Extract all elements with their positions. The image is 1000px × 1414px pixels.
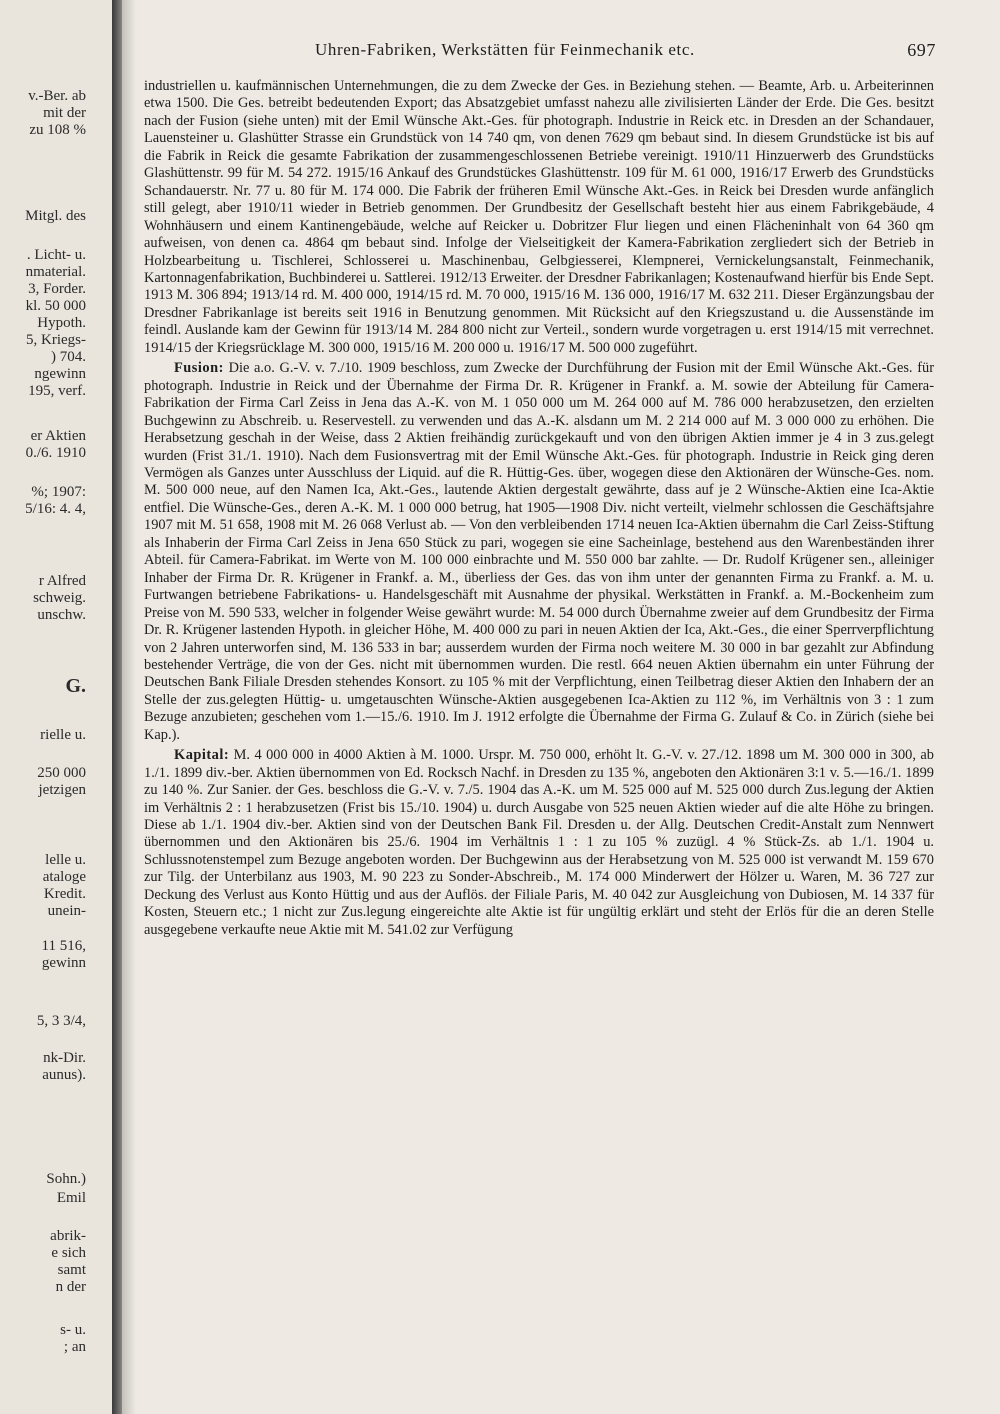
- book-gutter: [112, 0, 122, 1414]
- header-title: Uhren-Fabriken, Werkstätten für Feinmechanik etc.: [315, 40, 695, 59]
- facing-page-fragment: . Licht- u.: [26, 247, 86, 263]
- facing-page-fragment: er Aktien: [30, 428, 86, 444]
- section-lead-fusion: Fusion:: [174, 360, 224, 377]
- facing-page-fragment: mit der: [43, 105, 86, 121]
- facing-page-fragment: ; an: [63, 1339, 86, 1355]
- facing-page-fragment: 0./6. 1910: [25, 445, 86, 461]
- facing-page-fragment: G.: [65, 675, 86, 697]
- facing-page-fragment: rielle u.: [40, 727, 86, 743]
- facing-page-fragment: ) 704.: [51, 349, 86, 365]
- facing-page-fragment: r Alfred: [38, 573, 86, 589]
- facing-page-fragment: ngewinn: [34, 366, 86, 382]
- facing-page-fragment: 11 516,: [41, 938, 86, 954]
- paragraph-text: Die a.o. G.-V. v. 7./10. 1909 beschloss, zum Zwecke der Durchführung der Fusion mit der Emil Wünsche Akt.-Ges. für photograph. Industrie in Reick und der Übernahme der Firma Dr. R. Krügener in Frankf. a. M. sowie der Abteilung für Camera-Fabrikation der Firma Carl Zeiss in Jena das A.-K. von M. 1 050 000 um M. 264 000 auf M. 786 000 herabzusetzen, den erzielten Buchgewinn zu Abschreib. u. Reservestell. zu verwenden und das A.-K. alsdann um M. 2 214 000 auf M. 3 000 000 zu erhöhen. Die Herabsetzung geschah in der Weise, dass 2 Aktien freihändig zurückgekauft und von den übrigen Aktien immer je 4 in 3 zus.gelegt wurden (Frist 31./1. 1910). Nach dem Fusionsvertrag mit der Emil Wünsche Akt.-Ges. für photograph. Industrie in Reick ging deren Vermögen als Ganzes unter Ausschluss der Liquid. auf die R. Hüttig-Ges. über, wogegen diese den Aktionären der Wünsche-Ges. nom. M. 500 000 neue, auf den Namen Ica, Akt.-Ges., lautende Aktien dergestalt gewährte, dass auf je 2 Wünsche-Aktien eine Ica-Aktie entfiel. Die Wünsche-Ges., deren A.-K. M. 1 000 000 betrug, hat 1905—1908 Div. nicht verteilt, vielmehr schlossen die Geschäftsjahre 1907 mit M. 51 658, 1908 mit M. 26 068 Verlust ab. — Von den verbleibenden 1714 neuen Ica-Aktien übernahm die Carl Zeiss-Stiftung als Inhaberin der Firma Carl Zeiss in Jena 650 Stück zu pari, wogegen sie eine Sacheinlage, bestehend aus den Warenbeständen ihrer Abteil. für Camera-Fabrikat. im Werte von M. 100 000 einbrachte und M. 550 000 bar zahlte. — Dr. Rudolf Krügener sen., alleiniger Inhaber der Firma Dr. R. Krügener in Frankf. a. M., überliess der Ges. das von ihm unter der genannten Firma zu Frankf. a. M. u. Furtwangen betriebene Fabrikations- u. Handelsgeschäft mit Ausnahme der physikal. Werkstätten in Frankf. a. M.-Bockenheim zum Preise von M. 590 533, welcher in folgender Weise gewährt wurde: M. 54 000 durch Übernahme zweier auf dem Grundbesitz der Firma Dr. R. Krügener lastenden Hypoth. in gleicher Höhe, M. 400 000 zu pari in neuen Aktien der Ica, Akt.-Ges., die einer Sperrverpflichtung von 2 Jahren unterworfen sind, M. 136 533 in bar; ausserdem wurden der Firma noch weitere M. 30 000 in bar gezahlt zur Abfindung bestehender Verträge, die von der Ges. nicht mit übernommen wurden. Die restl. 664 neuen Aktien übernahm ein unter Führung der Deutschen Bank Filiale Dresden stehendes Konsort. zu 105 % mit der Verpflichtung, einen Teilbetrag dieser Aktien den Inhabern der an Stelle der zus.gelegten Hüttig- u. umgetauschten Wünsche-Aktien ausgegebenen Ica-Aktien zu 112 %, im Verhältnis von 3 : 1 zum Bezuge anzubieten; geschehen vom 1.—15./6. 1910. Im J. 1912 erfolgte die Übernahme der Firma G. Zulauf & Co. in Zürich (siehe bei Kap.).: [144, 360, 934, 743]
- facing-page-fragment: Hypoth.: [37, 315, 86, 331]
- facing-page-fragment: unein-: [47, 903, 86, 919]
- facing-page-fragment: jetzigen: [38, 782, 86, 798]
- facing-page-fragment: abrik-: [50, 1228, 86, 1244]
- facing-page-fragment: n der: [55, 1279, 86, 1295]
- facing-page-fragment: %; 1907:: [31, 484, 86, 500]
- gutter-shadow: [122, 0, 136, 1414]
- facing-page-edge: [0, 0, 112, 1414]
- facing-page-fragment: 195, verf.: [28, 383, 86, 399]
- facing-page-fragment: e sich: [51, 1245, 86, 1261]
- facing-page-fragment: kl. 50 000: [25, 298, 86, 314]
- facing-page-fragment: Sohn.): [46, 1171, 86, 1187]
- facing-page-fragment: 3, Forder.: [28, 281, 86, 297]
- facing-page-fragment: aunus).: [42, 1067, 86, 1083]
- page-number: 697: [907, 40, 936, 60]
- facing-page-fragment: unschw.: [37, 607, 86, 623]
- facing-page-fragment: 5, Kriegs-: [26, 332, 86, 348]
- facing-page-fragment: nk-Dir.: [43, 1050, 86, 1066]
- facing-page-fragment: s- u.: [60, 1322, 86, 1338]
- facing-page-fragment: Emil: [56, 1190, 86, 1206]
- paragraph-fusion: [144, 360, 934, 744]
- facing-page-fragment: schweig.: [33, 590, 86, 606]
- main-text-column: [144, 78, 934, 939]
- facing-page-fragment: ataloge: [42, 869, 86, 885]
- facing-page-fragment: gewinn: [41, 955, 86, 971]
- section-lead-kapital: Kapital:: [174, 747, 230, 764]
- facing-page-fragment: Kredit.: [43, 886, 86, 902]
- paragraph-text: industriellen u. kaufmännischen Unternehmungen, die zu dem Zwecke der Ges. in Beziehung stehen. — Beamte, Arb. u. Arbeiterinnen etwa 1500. Die Ges. betreibt bedeutenden Export; das Absatzgebiet umfasst nahezu alle zivilisierten Länder der Erde. Die Ges. besitzt nach der Fusion (siehe unten) mit der Emil Wünsche Akt.-Ges. für photograph. Industrie in Reick etc. in Dresden an der Schandauer, Lauensteiner u. Glashütter Strasse ein Grundstück von 14 740 qm, von denen 7629 qm bebaut sind. In diesem Grundstücke ist bis auf die Fabrik in Reick die gesamte Fabrikation der zusammengeschlossenen Betriebe vereinigt. 1910/11 Hinzuerwerb des Grundstücks Glashüttenstr. 99 für M. 54 272. 1915/16 Ankauf des Grundstückes Glashüttenstr. 109 für M. 61 000, 1916/17 Erwerb des Grundstücks Schandauerstr. Nr. 77 u. 80 für M. 174 000. Die Fabrik der früheren Emil Wünsche Akt.-Ges. in Reick bei Dresden wurde anfänglich still gelegt, aber 1910/11 wieder in Betrieb genommen. Der Grundbesitz der Gesellschaft besteht hier aus einem Fabrikgebäude, 4 Wohnhäusern und einem Kantinengebäude, welche auf Reicker u. Dobritzer Flur liegen und einen Flächeninhalt von 64 360 qm aufweisen, von denen ca. 4864 qm bebaut sind. Infolge der Vielseitigkeit der Kamera-Fabrikation zergliedert sich der Betrieb in Holzbearbeitung u. Tischlerei, Schlosserei u. Maschinenbau, Gelbgiesserei, Klempnerei, Vernickelungsanstalt, Feinmechanik, Kartonnagenfabrikation, Buchbinderei u. Sattlerei. 1912/13 Erweiter. der Dresdner Fabrikanlagen; Kostenaufwand hierfür bis Ende Sept. 1913 M. 306 894; 1913/14 rd. M. 400 000, 1914/15 rd. M. 70 000, 1915/16 M. 136 000, 1916/17 M. 632 211. Dieser Ergänzungsbau der Dresdner Fabrikanlage ist bereits seit 1916 in Benutzung genommen. Mit Rücksicht auf den Kriegszustand u. die Aussenstände im feindl. Auslande kam der Gewinn für 1913/14 M. 284 800 nicht zur Verteil., sondern wurde vorgetragen u. erst 1914/15 mit verrechnet. 1914/15 der Kriegsrücklage M. 300 000, 1915/16 M. 200 000 u. 1916/17 M. 500 000 zugeführt.: [144, 78, 934, 356]
- facing-page-fragment: 5, 3 3/4,: [36, 1013, 86, 1029]
- facing-page-fragment: 5/16: 4. 4,: [25, 501, 86, 517]
- facing-page-fragment: samt: [57, 1262, 86, 1278]
- facing-page-fragment: Mitgl. des: [25, 208, 86, 224]
- facing-page-fragment: nmaterial.: [25, 264, 86, 280]
- facing-page-fragment: lelle u.: [45, 852, 86, 868]
- facing-page-fragment: 250 000: [37, 765, 86, 781]
- facing-page-fragment: zu 108 %: [29, 122, 86, 138]
- facing-page-fragment: v.-Ber. ab: [28, 88, 86, 104]
- running-header: [140, 40, 936, 66]
- paragraph-description: [144, 78, 934, 357]
- paragraph-text: M. 4 000 000 in 4000 Aktien à M. 1000. Urspr. M. 750 000, erhöht lt. G.-V. v. 27./12. 1898 um M. 300 000 in 300, ab 1./1. 1899 div.-ber. Aktien übernommen von Ed. Rocksch Nachf. in Dresden zu 135 %, angeboten den Aktionären 3:1 v. 5.—16./1. 1899 zu 140 %. Zur Sanier. der Ges. beschloss die G.-V. v. 7./5. 1904 das A.-K. um M. 525 000 auf M. 525 000 durch Zus.legung der Aktien im Verhältnis 2 : 1 herabzusetzen (Frist bis 15./10. 1904) u. durch Ausgabe von 525 neuen Aktien wieder auf die alte Höhe zu bringen. Diese ab 1./1. 1904 div.-ber. Aktien sind von der Deutschen Bank Fil. Dresden u. der Allg. Deutschen Credit-Anstalt zum Nennwert übernommen und den Aktionären bis 25./6. 1904 im Verhältnis 1 : 1 zu 105 % zuzügl. 4 % Stück-Zs. ab 1./1. 1904 u. Schlussnotenstempel zum Bezuge angeboten worden. Der Buchgewinn aus der Herabsetzung von M. 525 000 ist verwandt M. 159 670 zur Tilg. der Unterbilanz aus 1903, M. 90 223 zu Sonder-Abschreib., M. 174 000 Minderwert der Hölzer u. Waren, M. 36 727 zur Deckung des Verlust aus Konto Hüttig und aus der Auflös. der Filiale Paris, M. 40 042 zur Ausgleichung von Dubiosen, M. 14 337 für Kosten, Steuern etc.; 1 nicht zur Zus.legung eingereichte alte Aktie ist für ungültig erklärt und steht der Erlös für die an deren Stelle ausgegebene verkaufte neue Aktie mit M. 541.02 zur Verfügung: [144, 747, 934, 938]
- paragraph-kapital: [144, 747, 934, 939]
